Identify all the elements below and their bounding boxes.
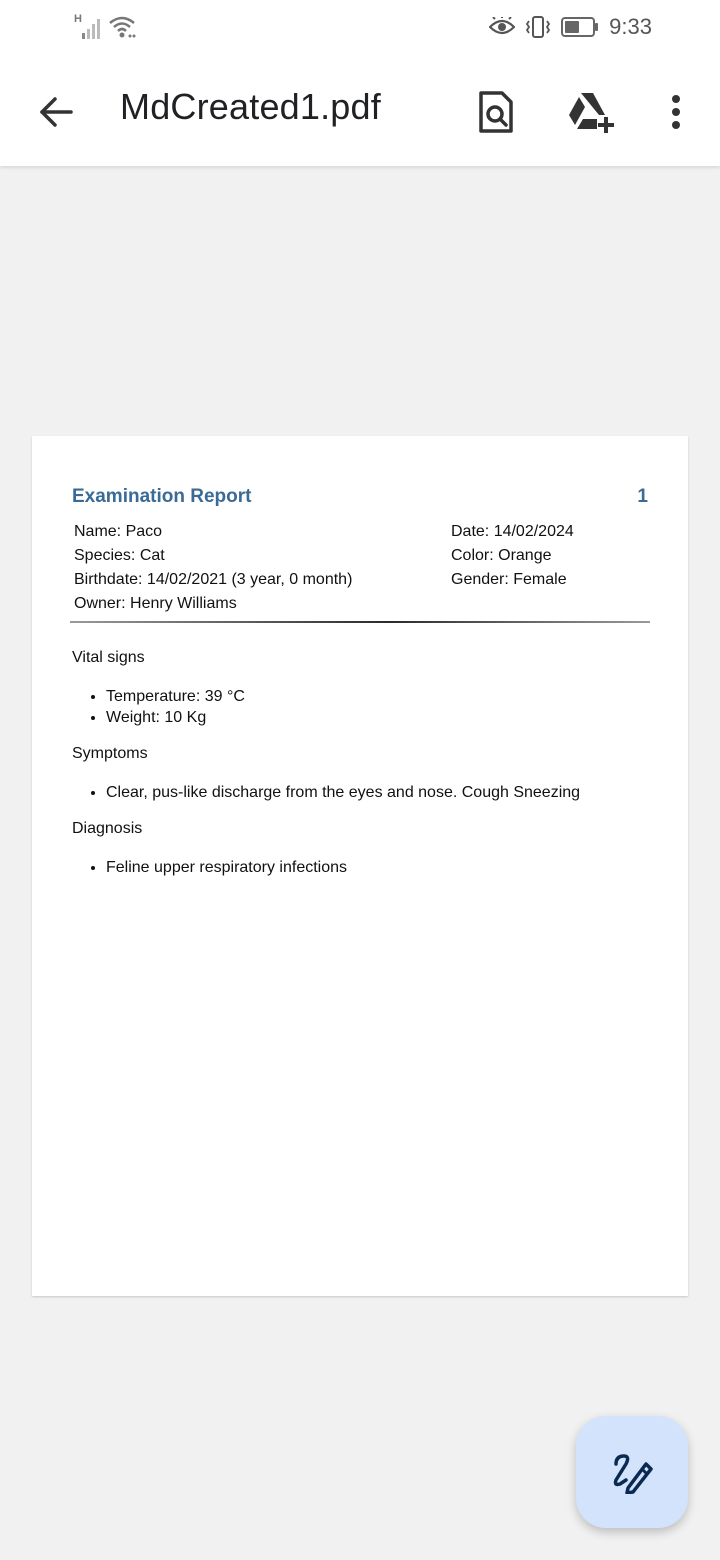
patient-name: Name: Paco [74,523,163,540]
patient-color: Color: Orange [451,547,552,564]
patient-gender: Gender: Female [451,571,567,588]
list-item: • Clear, pus-like discharge from the eyes and nose. Cough Sneezing [106,782,652,803]
list-item: • Feline upper respiratory infections [106,857,652,878]
report-title: Examination Report [72,486,252,507]
status-time: 9:33 [609,14,652,39]
status-bar [0,0,720,56]
arrow-back-icon [38,94,74,130]
more-options-button[interactable] [648,84,704,140]
page-number: 1 [637,486,648,507]
section-heading-symptoms: Symptoms [72,745,148,762]
eye-comfort-icon [489,17,515,37]
find-in-document-button[interactable] [468,84,524,140]
header-divider [70,621,650,623]
pdf-page[interactable] [32,436,688,1296]
edit-annotate-icon [610,1450,654,1494]
document-title: MdCreated1.pdf [120,86,381,127]
more-vert-icon [670,94,682,130]
add-to-drive-button[interactable] [564,84,620,140]
patient-birthdate: Birthdate: 14/02/2021 (3 year, 0 month) [74,571,353,588]
add-to-drive-icon [567,91,617,133]
patient-species: Species: Cat [74,547,165,564]
app-bar [0,56,720,166]
report-content [72,646,652,892]
vital-signs-list [72,686,652,728]
status-right [489,14,652,40]
patient-owner: Owner: Henry Williams [74,595,237,612]
section-heading-diagnosis: Diagnosis [72,820,143,837]
annotate-fab-button[interactable] [576,1416,688,1528]
patient-info-right [451,520,574,592]
exam-date: Date: 14/02/2024 [451,523,574,540]
section-heading-vital-signs: Vital signs [72,649,145,666]
status-left [74,14,136,39]
symptoms-list [72,782,652,803]
list-item: • Temperature: 39 °C [106,686,652,707]
list-item: • Weight: 10 Kg [106,707,652,728]
network-type-label: H [74,13,82,25]
find-in-document-icon [478,90,514,134]
wifi-icon [108,15,136,39]
signal-icon [82,17,102,39]
diagnosis-list [72,857,652,878]
vibrate-icon [525,16,551,38]
patient-info-left [74,520,352,616]
battery-icon [561,17,599,37]
back-button[interactable] [28,84,84,140]
